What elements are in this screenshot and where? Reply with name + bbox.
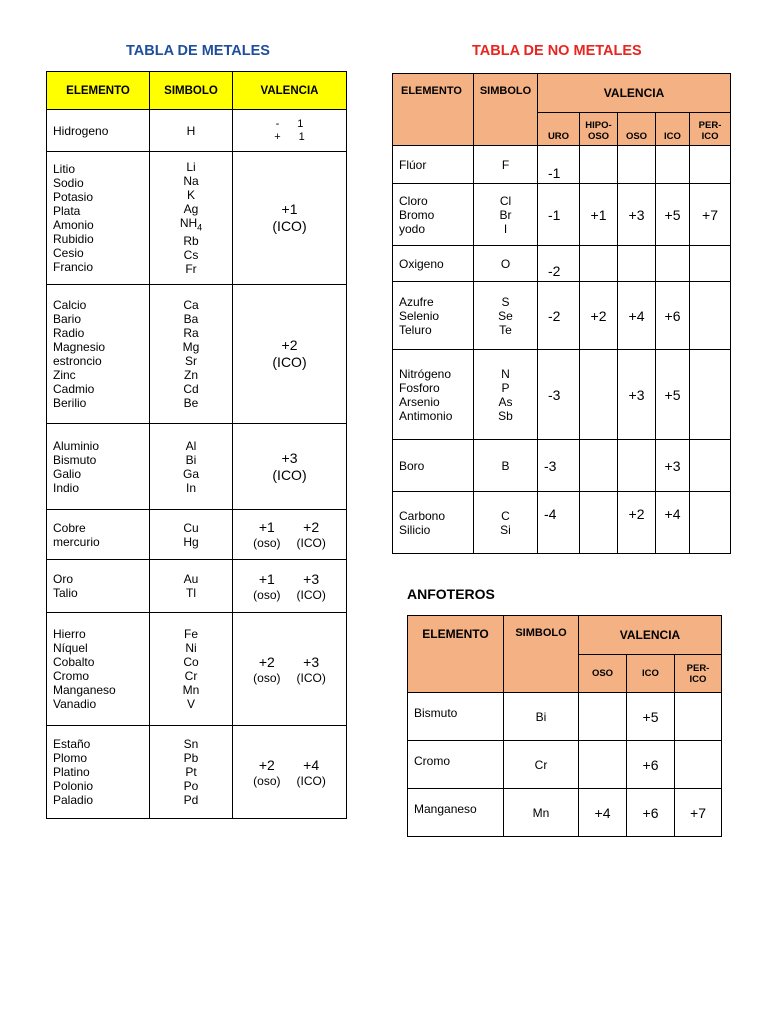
column-header-valencia: VALENCIA bbox=[538, 74, 731, 113]
element-symbol: Mg bbox=[182, 340, 200, 354]
anfoteros-title: ANFOTEROS bbox=[407, 586, 495, 602]
metales-body bbox=[47, 110, 347, 819]
element-symbol: Ni bbox=[185, 641, 197, 655]
column-header-elemento: ELEMENTO bbox=[408, 616, 504, 693]
table-row bbox=[393, 146, 731, 184]
table-row bbox=[393, 350, 731, 440]
valence-cell bbox=[690, 282, 731, 350]
table-row bbox=[47, 510, 347, 560]
valence-column bbox=[297, 757, 326, 788]
valence-suffix: (ICO) bbox=[272, 218, 307, 234]
element-name: Paladio bbox=[53, 793, 94, 807]
valence-suffix: (ICO) bbox=[296, 773, 326, 788]
element-symbol: Pt bbox=[185, 765, 197, 779]
valence-cell: -1 bbox=[538, 146, 580, 184]
element-names bbox=[47, 726, 150, 819]
valence-cell: +4 bbox=[579, 789, 627, 837]
subheader-line: URO bbox=[547, 131, 570, 142]
subheader-line: OSO bbox=[587, 131, 610, 142]
element-symbol: Bi bbox=[504, 693, 579, 741]
anfoteros-body bbox=[408, 693, 722, 837]
element-name: Cobre bbox=[53, 520, 86, 535]
element-name: Sodio bbox=[53, 176, 84, 190]
element-symbol: Fr bbox=[185, 262, 197, 277]
valence-value: +2 bbox=[303, 519, 320, 535]
valence-cell: -2 bbox=[538, 246, 580, 282]
element-symbols bbox=[150, 110, 233, 152]
subscript: 4 bbox=[197, 222, 203, 233]
valence-pair bbox=[233, 654, 346, 685]
element-symbol: Cs bbox=[183, 248, 199, 263]
metales-title: TABLA DE METALES bbox=[126, 43, 270, 59]
element-symbol: B bbox=[501, 458, 510, 473]
valence-cell: +4 bbox=[656, 492, 690, 554]
element-names bbox=[393, 184, 474, 246]
no-metales-body bbox=[393, 146, 731, 554]
valence-cell: -2 bbox=[538, 282, 580, 350]
valence-cell bbox=[656, 146, 690, 184]
element-name: Vanadio bbox=[53, 697, 97, 711]
valence-column bbox=[253, 571, 280, 602]
valence-suffix: (oso) bbox=[253, 536, 281, 550]
element-symbols bbox=[474, 246, 538, 282]
table-row bbox=[393, 492, 731, 554]
element-name: Plata bbox=[53, 204, 81, 218]
element-symbols bbox=[474, 350, 538, 440]
element-name: estroncio bbox=[53, 354, 102, 368]
valence-cell bbox=[675, 693, 722, 741]
element-symbol: Ga bbox=[182, 466, 199, 481]
column-header-valencia: VALENCIA bbox=[579, 616, 722, 655]
valence-value: +3 bbox=[303, 570, 320, 587]
element-name: Cesio bbox=[53, 246, 84, 260]
subheader-hipooso bbox=[580, 113, 618, 146]
element-name: Manganeso bbox=[53, 683, 116, 697]
element-names bbox=[393, 146, 474, 184]
element-symbol: F bbox=[501, 157, 510, 172]
element-name: Selenio bbox=[399, 308, 440, 323]
valence-cell bbox=[618, 146, 656, 184]
element-symbol: Tl bbox=[186, 586, 196, 600]
element-symbol: K bbox=[186, 187, 195, 202]
valence-cell bbox=[580, 146, 618, 184]
element-symbol: Cr bbox=[184, 669, 198, 683]
element-names bbox=[393, 350, 474, 440]
valence-value: +3 bbox=[303, 653, 320, 670]
element-name: Cromo bbox=[408, 741, 504, 789]
valence-cell bbox=[690, 146, 731, 184]
element-symbol: Si bbox=[500, 522, 511, 537]
valence-value: +2 bbox=[281, 337, 298, 353]
table-row bbox=[47, 726, 347, 819]
element-symbol: Be bbox=[183, 396, 199, 410]
table-row bbox=[393, 282, 731, 350]
element-symbols bbox=[150, 285, 233, 424]
valence-cell: +5 bbox=[627, 693, 675, 741]
element-symbol: Ba bbox=[183, 312, 199, 326]
valence-cell bbox=[233, 152, 347, 285]
subheader-line: ICO bbox=[664, 131, 681, 142]
element-name: Magnesio bbox=[53, 340, 106, 354]
element-symbol: S bbox=[501, 294, 510, 309]
element-name: Hidrogeno bbox=[53, 123, 109, 138]
element-symbols bbox=[150, 560, 233, 613]
element-name: Platino bbox=[53, 765, 90, 779]
valence-cell bbox=[233, 285, 347, 424]
element-name: Berilio bbox=[53, 396, 87, 410]
subheader-perico bbox=[675, 655, 722, 693]
valence-cell: -3 bbox=[538, 350, 580, 440]
subheader-line: ICO bbox=[689, 673, 707, 685]
element-symbol: Zn bbox=[183, 368, 198, 382]
element-name: Galio bbox=[53, 466, 82, 481]
valence-column bbox=[297, 519, 326, 550]
table-row bbox=[47, 285, 347, 424]
element-symbol: Ra bbox=[183, 326, 199, 340]
column-header-simbolo: SIMBOLO bbox=[474, 74, 538, 146]
element-symbol: Pd bbox=[183, 793, 199, 807]
element-symbol: C bbox=[501, 508, 510, 523]
element-symbols bbox=[150, 613, 233, 726]
valence-pair bbox=[233, 757, 346, 788]
valence-value: +2 bbox=[258, 756, 275, 773]
element-symbol: Mn bbox=[504, 789, 579, 837]
subheader-uro bbox=[538, 113, 580, 146]
element-name: mercurio bbox=[53, 534, 100, 549]
element-name: Francio bbox=[53, 260, 94, 274]
element-name: Litio bbox=[53, 162, 76, 176]
valence-cell: +7 bbox=[690, 184, 731, 246]
element-symbol: Se bbox=[498, 308, 513, 323]
element-name: Bario bbox=[53, 312, 82, 326]
element-symbol: Br bbox=[499, 207, 512, 222]
table-row bbox=[47, 110, 347, 152]
valence-cell: +5 bbox=[656, 184, 690, 246]
element-symbol: Sn bbox=[183, 737, 199, 751]
element-name: Talio bbox=[53, 586, 78, 600]
valence-cell bbox=[233, 110, 347, 152]
element-name: Oro bbox=[53, 572, 74, 586]
valence-line bbox=[233, 118, 346, 131]
valence-cell: +3 bbox=[656, 440, 690, 492]
subheader-line: PER- bbox=[686, 662, 710, 674]
element-symbols bbox=[150, 726, 233, 819]
element-name: Amonio bbox=[53, 218, 94, 232]
element-symbol: Cl bbox=[499, 193, 512, 208]
valence-cell: -3 bbox=[538, 440, 580, 492]
element-symbol: V bbox=[186, 697, 195, 711]
valence-suffix: (oso) bbox=[253, 670, 281, 685]
valence-cell bbox=[656, 246, 690, 282]
subheader-perico bbox=[690, 113, 731, 146]
valence-value: +1 bbox=[258, 570, 275, 587]
element-name: Zinc bbox=[53, 368, 76, 382]
element-symbol: Po bbox=[183, 779, 199, 793]
element-names bbox=[393, 246, 474, 282]
subheader-line: PER- bbox=[698, 120, 722, 131]
element-name: Cobalto bbox=[53, 655, 95, 669]
element-name: Plomo bbox=[53, 751, 88, 765]
subheader-ico bbox=[627, 655, 675, 693]
valence-cell: +2 bbox=[580, 282, 618, 350]
table-row bbox=[47, 613, 347, 726]
element-symbol: Fe bbox=[183, 627, 198, 641]
element-name: Manganeso bbox=[408, 789, 504, 837]
element-name: Antimonio bbox=[399, 408, 453, 423]
table-row bbox=[408, 789, 722, 837]
element-symbol: Rb bbox=[183, 234, 199, 249]
element-symbol: Co bbox=[183, 655, 199, 669]
element-symbol: Au bbox=[183, 572, 199, 586]
element-symbol: Bi bbox=[185, 452, 197, 467]
element-symbol: Sr bbox=[185, 354, 197, 368]
element-name: Rubidio bbox=[53, 232, 94, 246]
valence-cell: -4 bbox=[538, 492, 580, 554]
column-header-valencia: VALENCIA bbox=[233, 72, 347, 110]
valence-cell bbox=[579, 693, 627, 741]
valence-suffix: (ICO) bbox=[272, 354, 307, 370]
element-names bbox=[47, 110, 150, 152]
valence-suffix: (ICO) bbox=[296, 536, 326, 550]
element-name: Bismuto bbox=[53, 452, 97, 467]
subheader-line: ICO bbox=[701, 131, 719, 142]
valence-cell bbox=[618, 246, 656, 282]
element-symbol: Cd bbox=[183, 382, 199, 396]
column-header-elemento: ELEMENTO bbox=[393, 74, 474, 146]
element-symbol: Sb bbox=[498, 408, 513, 423]
element-name: Arsenio bbox=[399, 394, 440, 409]
valence-value: +1 bbox=[281, 201, 298, 217]
valence-cell bbox=[675, 741, 722, 789]
valence-column bbox=[297, 571, 326, 602]
valence-cell bbox=[579, 741, 627, 789]
element-name: Bismuto bbox=[408, 693, 504, 741]
column-header-elemento: ELEMENTO bbox=[47, 72, 150, 110]
metales-table bbox=[46, 71, 347, 819]
element-symbols bbox=[150, 152, 233, 285]
table-row bbox=[393, 246, 731, 282]
valence-column bbox=[253, 757, 280, 788]
valence-cell bbox=[233, 510, 347, 560]
element-symbols bbox=[474, 440, 538, 492]
column-header-simbolo: SIMBOLO bbox=[504, 616, 579, 693]
table-row bbox=[408, 741, 722, 789]
element-symbol: $NH_4$ bbox=[179, 215, 203, 233]
element-symbol: H bbox=[186, 123, 196, 138]
valence-value: +2 bbox=[258, 653, 275, 670]
element-name: Hierro bbox=[53, 627, 86, 641]
element-symbol: Ca bbox=[183, 298, 199, 312]
valence-value: +3 bbox=[281, 449, 298, 466]
valence-suffix: (ICO) bbox=[272, 466, 307, 483]
valence-column bbox=[253, 519, 280, 550]
element-symbols bbox=[474, 492, 538, 554]
element-name: Radio bbox=[53, 326, 85, 340]
valence-cell bbox=[233, 726, 347, 819]
element-name: Níquel bbox=[53, 641, 88, 655]
element-name: Aluminio bbox=[53, 438, 100, 453]
element-symbol: Te bbox=[499, 322, 512, 337]
valence-cell: +6 bbox=[656, 282, 690, 350]
valence-cell bbox=[580, 492, 618, 554]
element-name: yodo bbox=[399, 221, 426, 236]
valence-cell bbox=[233, 424, 347, 510]
subheader-oso bbox=[579, 655, 627, 693]
element-name: Calcio bbox=[53, 298, 87, 312]
element-name: Cromo bbox=[53, 669, 90, 683]
valence-suffix: (ICO) bbox=[296, 670, 326, 685]
element-name: Carbono bbox=[399, 508, 446, 523]
valence-cell: +5 bbox=[656, 350, 690, 440]
table-row bbox=[47, 152, 347, 285]
valence-sign: + bbox=[274, 130, 281, 143]
valence-cell bbox=[690, 350, 731, 440]
element-symbol: N bbox=[501, 366, 510, 381]
table-row bbox=[393, 440, 731, 492]
element-name: Azufre bbox=[399, 294, 434, 309]
valence-cell bbox=[233, 560, 347, 613]
element-symbol: O bbox=[500, 256, 511, 271]
element-symbol: Li bbox=[186, 159, 196, 174]
element-names bbox=[393, 440, 474, 492]
valence-cell: +6 bbox=[627, 741, 675, 789]
valence-value: +4 bbox=[303, 756, 320, 773]
element-symbol: Ag bbox=[183, 201, 199, 216]
element-name: Cloro bbox=[399, 193, 428, 208]
element-name: Teluro bbox=[399, 322, 432, 337]
valence-cell: +1 bbox=[580, 184, 618, 246]
element-names bbox=[393, 282, 474, 350]
element-symbol: As bbox=[498, 394, 513, 409]
valence-column bbox=[297, 654, 326, 685]
subheader-line: OSO bbox=[625, 131, 648, 142]
element-name: Polonio bbox=[53, 779, 94, 793]
subheader-ico bbox=[656, 113, 690, 146]
subheader-line: OSO bbox=[591, 668, 614, 679]
element-name: Bromo bbox=[399, 207, 435, 222]
element-symbols bbox=[474, 146, 538, 184]
valence-cell: +3 bbox=[618, 184, 656, 246]
element-symbols bbox=[150, 424, 233, 510]
valence-cell bbox=[580, 350, 618, 440]
element-symbols bbox=[474, 184, 538, 246]
no-metales-title: TABLA DE NO METALES bbox=[472, 43, 642, 59]
valence-suffix: (ICO) bbox=[296, 587, 326, 602]
valence-cell: +2 bbox=[618, 492, 656, 554]
element-names bbox=[47, 152, 150, 285]
valence-pair bbox=[233, 519, 346, 550]
valence-cell: -1 bbox=[538, 184, 580, 246]
table-row bbox=[393, 184, 731, 246]
element-name: Cadmio bbox=[53, 382, 95, 396]
element-names bbox=[47, 510, 150, 560]
valence-cell: +3 bbox=[618, 350, 656, 440]
element-name: Fosforo bbox=[399, 380, 440, 395]
valence-cell bbox=[690, 440, 731, 492]
subheader-line: ICO bbox=[642, 668, 659, 679]
column-header-simbolo: SIMBOLO bbox=[150, 72, 233, 110]
valence-suffix: (oso) bbox=[253, 587, 281, 602]
valence-suffix: (oso) bbox=[253, 773, 281, 788]
valence-cell bbox=[233, 613, 347, 726]
subheader-line: HIPO- bbox=[585, 120, 612, 131]
element-name: Oxigeno bbox=[399, 256, 444, 271]
valence-cell: +6 bbox=[627, 789, 675, 837]
element-name: Silicio bbox=[399, 522, 431, 537]
element-symbol: In bbox=[185, 480, 196, 495]
element-names bbox=[47, 424, 150, 510]
element-symbol: Al bbox=[185, 438, 197, 453]
table-row bbox=[408, 693, 722, 741]
valence-value: 1 bbox=[297, 117, 304, 130]
element-symbol: Na bbox=[183, 173, 199, 188]
valence-cell: +4 bbox=[618, 282, 656, 350]
element-name: Indio bbox=[53, 480, 80, 495]
element-symbol: P bbox=[501, 380, 510, 395]
valence-sign: - bbox=[275, 117, 280, 130]
valence-value: +1 bbox=[258, 519, 275, 535]
valence-cell: +7 bbox=[675, 789, 722, 837]
element-names bbox=[47, 285, 150, 424]
anfoteros-table bbox=[407, 615, 722, 837]
table-row bbox=[47, 560, 347, 613]
element-symbol: I bbox=[503, 221, 508, 236]
valence-cell bbox=[580, 440, 618, 492]
element-symbol: Pb bbox=[183, 751, 199, 765]
element-name: Estaño bbox=[53, 737, 91, 751]
element-symbol: Mn bbox=[182, 683, 200, 697]
element-symbols bbox=[474, 282, 538, 350]
valence-value: 1 bbox=[298, 130, 305, 143]
element-name: Potasio bbox=[53, 190, 94, 204]
table-row bbox=[47, 424, 347, 510]
valence-cell bbox=[690, 492, 731, 554]
element-names bbox=[47, 613, 150, 726]
valence-cell bbox=[618, 440, 656, 492]
subheader-oso bbox=[618, 113, 656, 146]
valence-cell bbox=[580, 246, 618, 282]
valence-pair bbox=[233, 571, 346, 602]
element-names bbox=[47, 560, 150, 613]
element-name: Nitrógeno bbox=[399, 366, 452, 381]
valence-cell bbox=[690, 246, 731, 282]
element-name: Flúor bbox=[399, 157, 427, 172]
element-name: Boro bbox=[399, 458, 425, 473]
element-symbol: Cr bbox=[504, 741, 579, 789]
element-symbol: Hg bbox=[183, 534, 199, 549]
element-names bbox=[393, 492, 474, 554]
no-metales-table bbox=[392, 73, 731, 554]
valence-column bbox=[253, 654, 280, 685]
valence-line bbox=[233, 131, 346, 144]
element-symbol: Cu bbox=[183, 520, 199, 535]
element-symbols bbox=[150, 510, 233, 560]
